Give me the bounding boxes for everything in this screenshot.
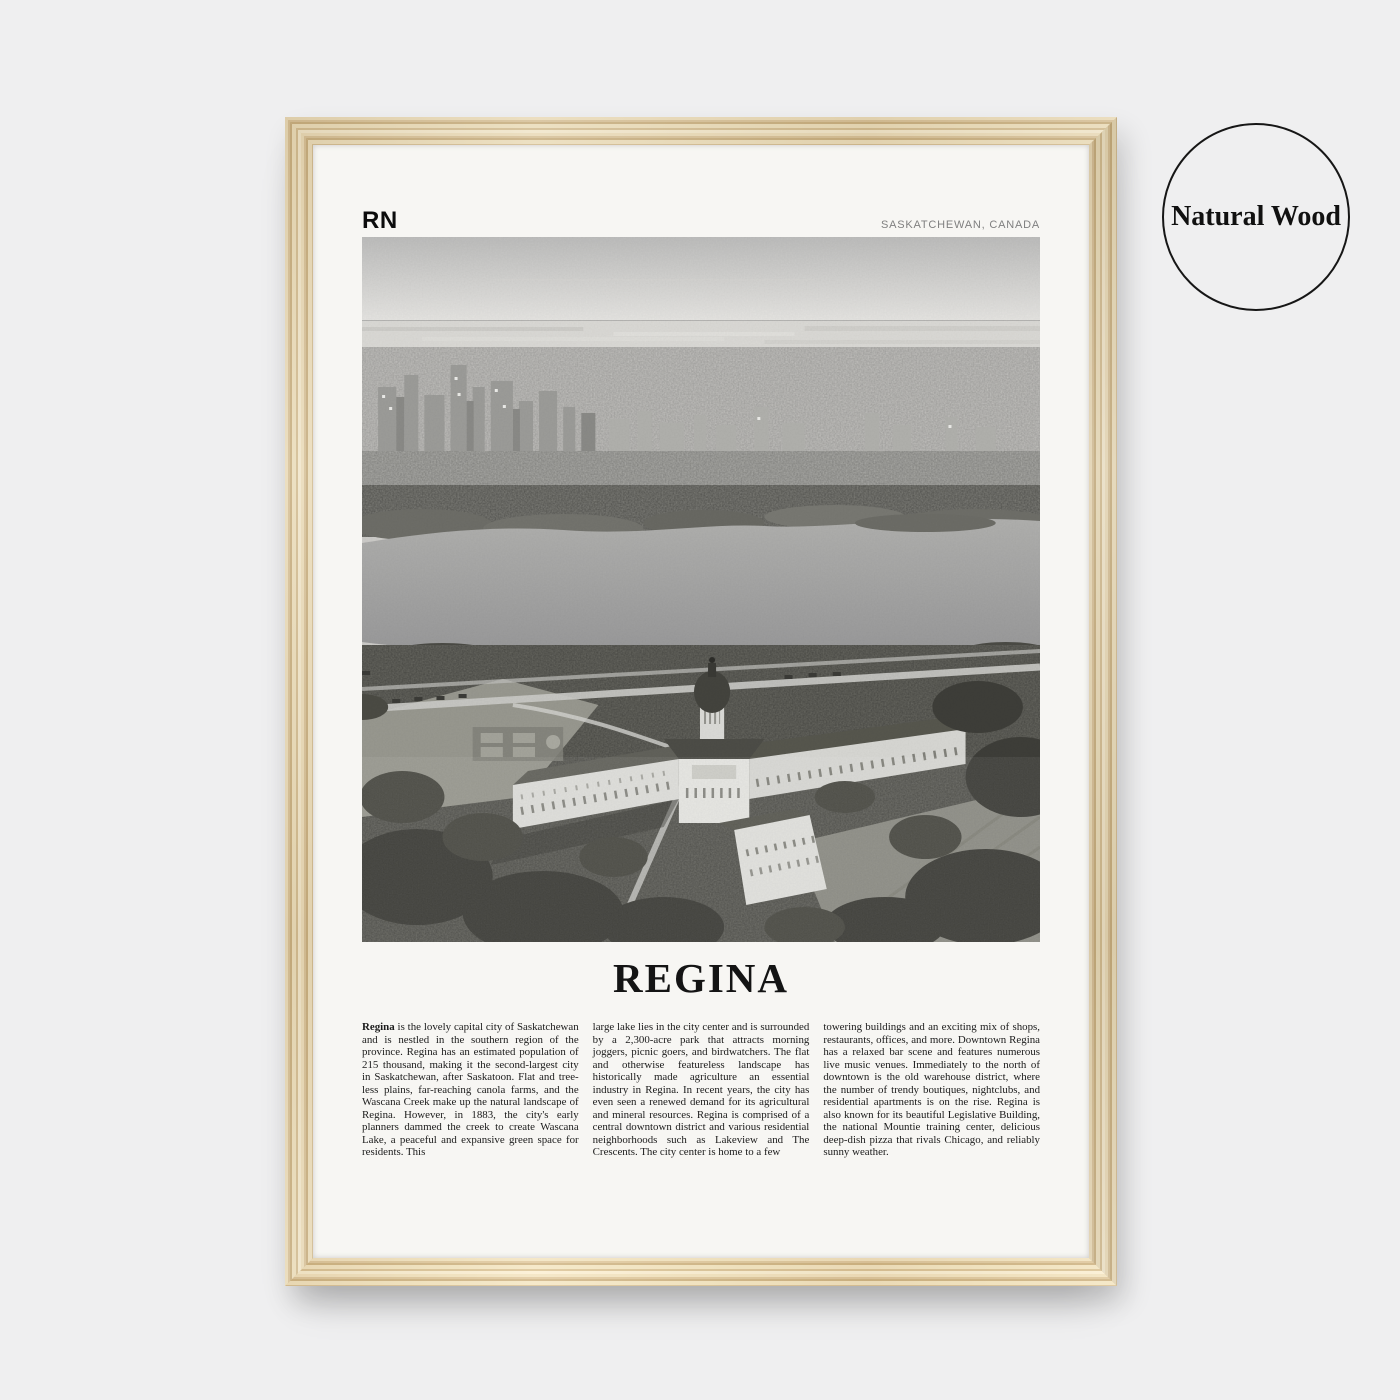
material-badge-label: Natural Wood bbox=[1171, 201, 1341, 232]
poster-photo bbox=[362, 237, 1040, 942]
poster bbox=[313, 145, 1089, 1258]
body-column-3: towering buildings and an exciting mix of shops, restaurants, offices, and more. Downtown Regina has a relaxed bar scene and features numerous live music venues. Immediately to the north of downtown is the old warehouse district, where the number of trendy boutiques, nightclubs, and residential apartments is on the rise. Regina is also known for its beautiful Legislative Building, the national Mountie training center, delicious deep-dish pizza that rivals Chicago, and reliably sunny weather. bbox=[823, 1021, 1041, 1159]
frame-rail-right bbox=[1089, 117, 1117, 1286]
lead-word: Regina bbox=[362, 1021, 395, 1034]
poster-body bbox=[362, 1021, 1040, 1159]
body-column-1: Regina is the lovely capital city of Saskatchewan and is nestled in the southern region of the province. Regina has an estimated population of 215 thousand, making it the second-largest city in Saskatchewan, after Saskatoon. Flat and tree-less plains, far-reaching canola farms, and the Wascana Creek make up the natural landscape of Regina. However, in 1883, the city's early planners dammed the creek to create Wascana Lake, a peaceful and expansive green space for residents. This bbox=[362, 1021, 579, 1159]
body-column-2: large lake lies in the city center and is surrounded by a 2,300-acre park that attracts morning joggers, picnic goers, and birdwatchers. The flat and otherwise featureless landscape has historically made agriculture an essential industry in Regina. In recent years, the city has even seen a renewed demand for its agricultural and mineral resources. Regina is comprised of a central downtown district and various residential neighborhoods such as Lakeview and The Crescents. The city center is home to a few bbox=[592, 1021, 810, 1159]
frame-rail-bottom bbox=[285, 1258, 1117, 1286]
poster-logo: RN bbox=[362, 207, 398, 234]
frame-rail-left bbox=[285, 117, 313, 1286]
poster-location: SASKATCHEWAN, CANADA bbox=[880, 218, 1040, 231]
material-badge bbox=[1162, 123, 1350, 311]
poster-header bbox=[362, 203, 1040, 233]
poster-title: REGINA bbox=[612, 955, 790, 1001]
frame-rail-top bbox=[285, 117, 1117, 145]
wood-frame bbox=[285, 117, 1117, 1286]
